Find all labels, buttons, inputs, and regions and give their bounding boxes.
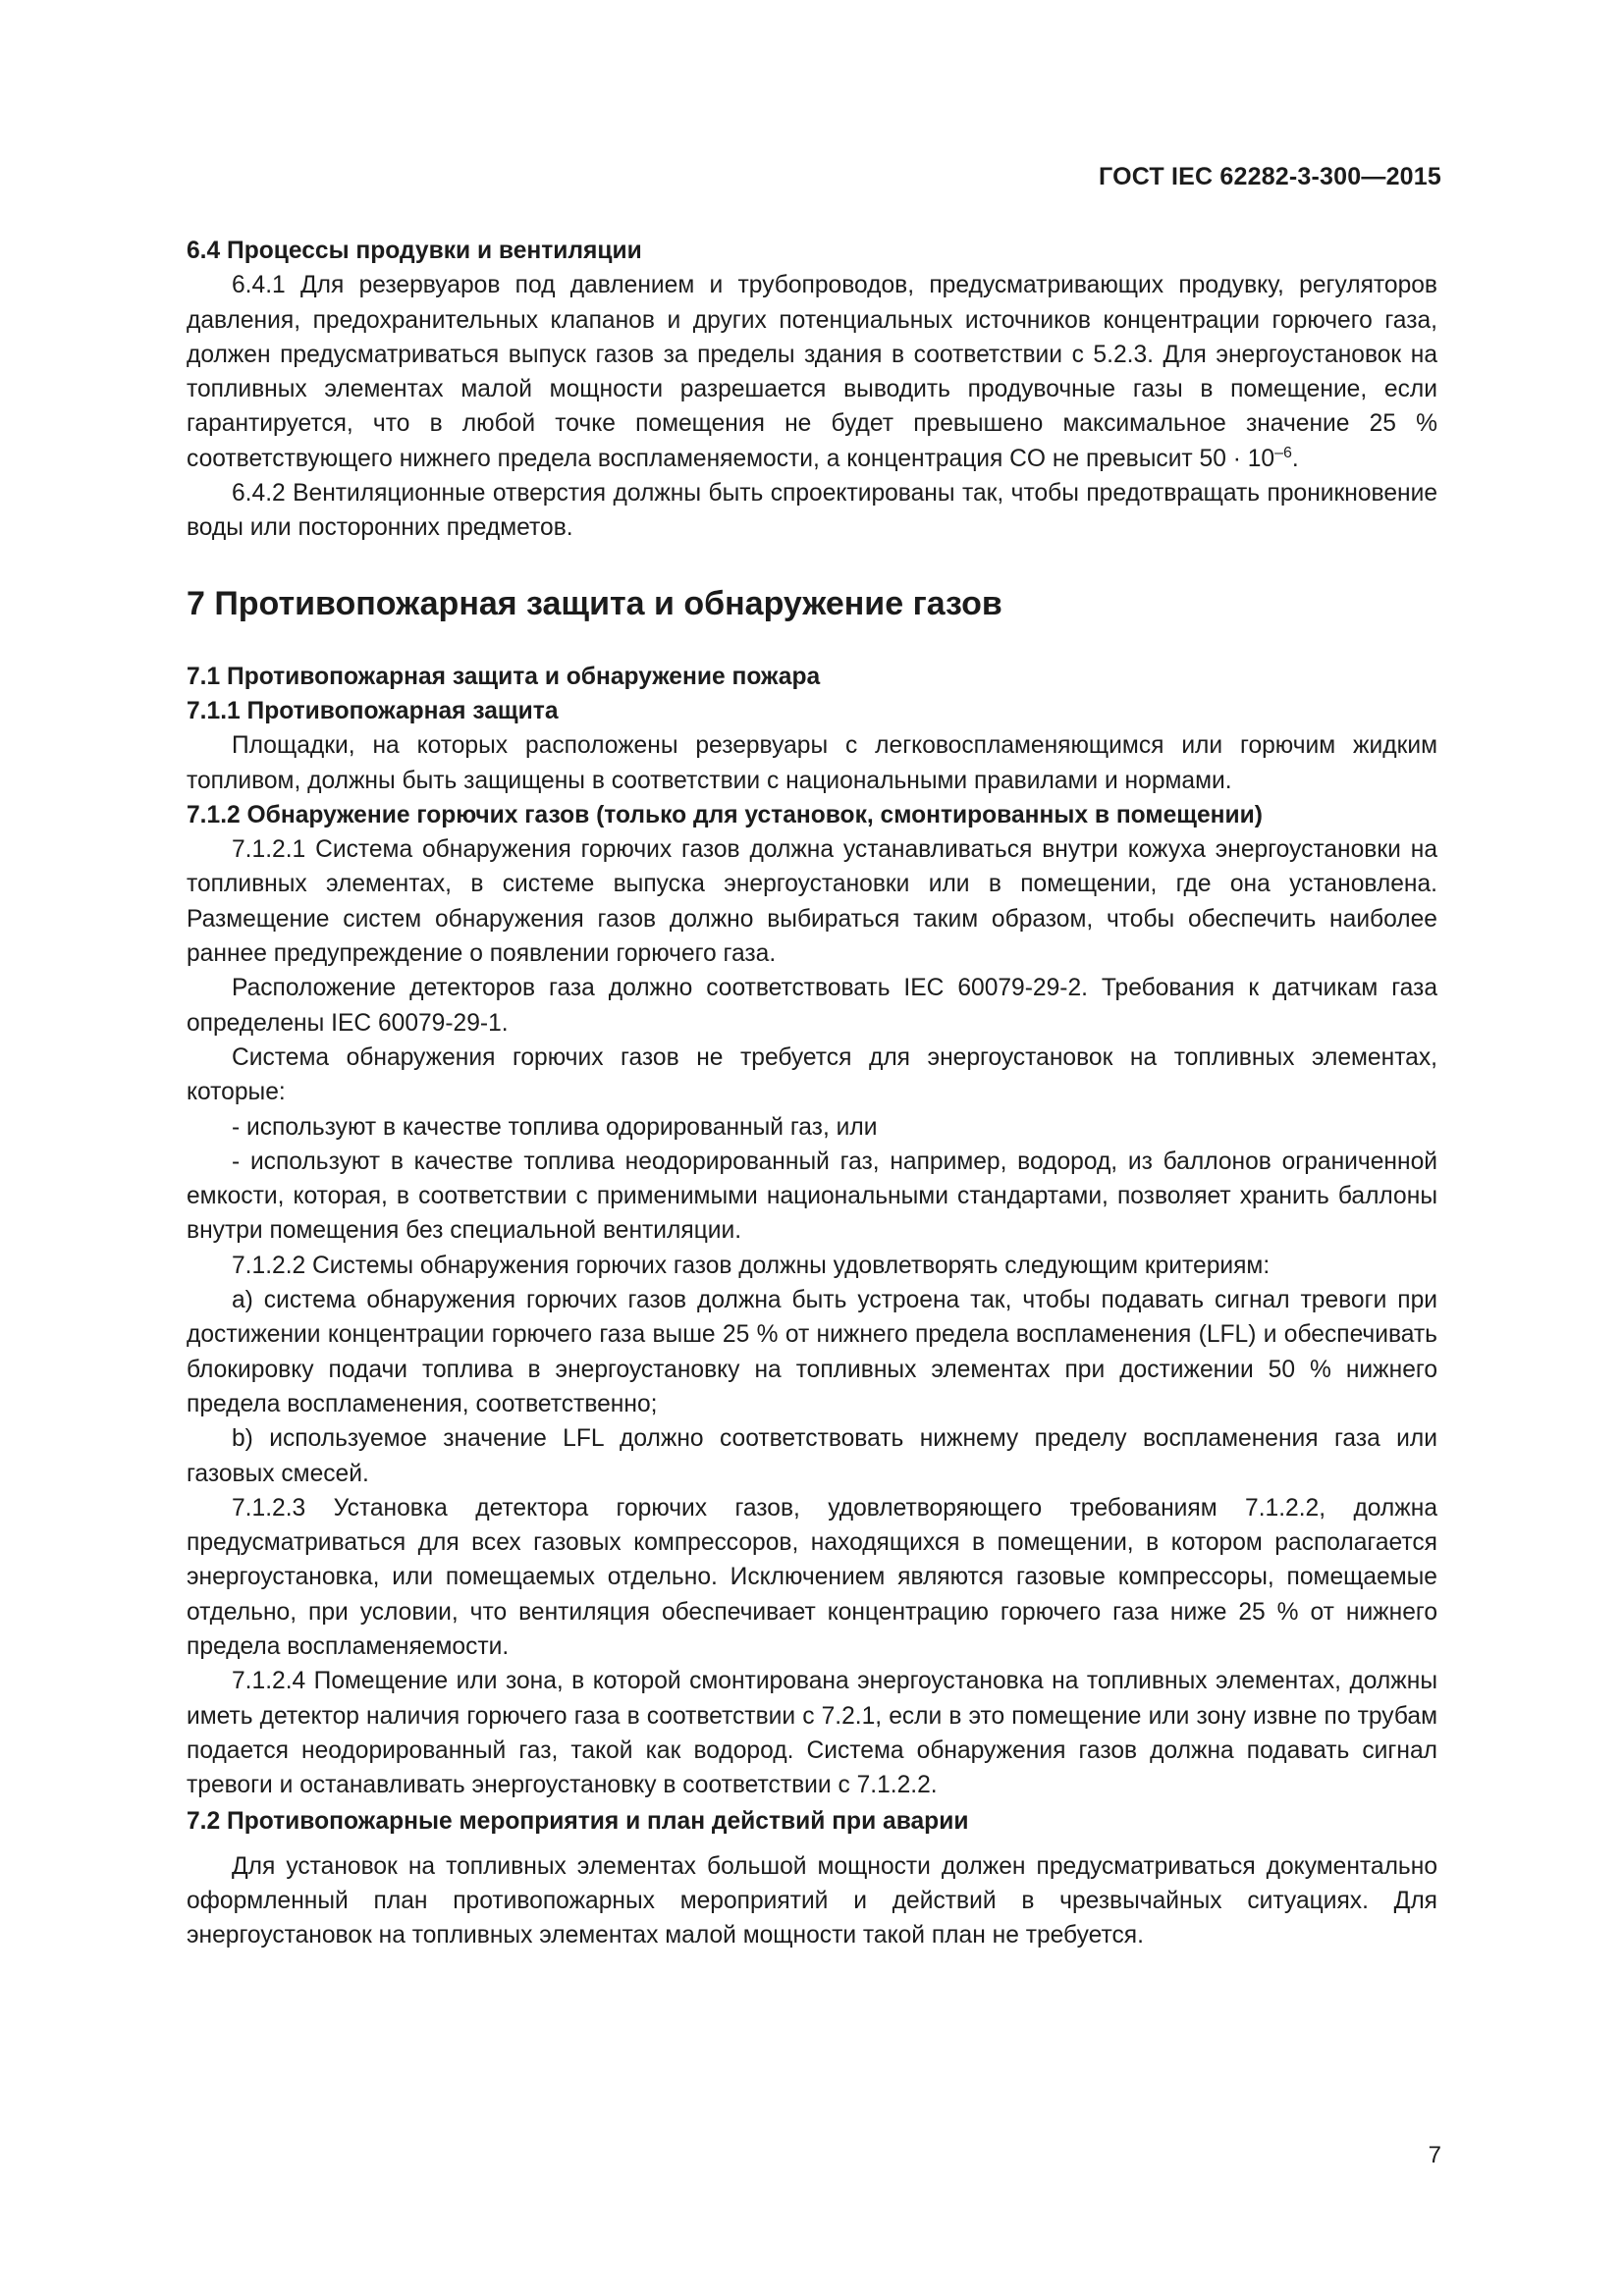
- paragraph-7-2: Для установок на топливных элементах большой мощности должен предусматриваться документально оформленный план противопожарных мероприятий и действий в чрезвычайных ситуациях. Для энергоустановок на топливных элементах малой мощности такой план не требуется.: [187, 1852, 1437, 1949]
- list-item: - используют в качестве топлива неодорированный газ, например, водород, из баллонов ограниченной емкости, которая, в соответствии с применимыми национальными стандартами, позволяет хранить баллоны внутри помещения без специальной вентиляции.: [187, 1148, 1437, 1245]
- paragraph-7-1-2-3: 7.1.2.3 Установка детектора горючих газов, удовлетворяющего требованиям 7.1.2.2, должна предусматриваться для всех газовых компрессоров, находящихся в помещении, в котором располагается энергоустановка, или помещаемых отдельно. Исключением являются газовые компрессоры, помещаемые отдельно, при условии, что вентиляция обеспечивает концентрацию горючего газа ниже 25 % от нижнего предела воспламеняемости.: [187, 1494, 1437, 1660]
- paragraph-7-1-2-4: 7.1.2.4 Помещение или зона, в которой смонтирована энергоустановка на топливных элементах, должны иметь детектор наличия горючего газа в соответствии с 7.2.1, если в это помещение или зону извне по трубам подается неодорированный газ, такой как водород. Система обнаружения газов должна подавать сигнал тревоги и останавливать энергоустановку в соответствии с 7.1.2.2.: [187, 1668, 1437, 1799]
- paragraph-6-4-1: [187, 268, 1437, 476]
- paragraph-6-4-1-end: .: [1291, 445, 1299, 472]
- list-item: - используют в качестве топлива одорированный газ, или: [232, 1113, 878, 1141]
- section-7-heading: 7 Противопожарная защита и обнаружение газов: [187, 584, 1002, 622]
- paragraph-not-required: Система обнаружения горючих газов не требуется для энергоустановок на топливных элементах, которые:: [187, 1043, 1437, 1106]
- paragraph-6-4-1-text: 6.4.1 Для резервуаров под давлением и трубопроводов, предусматривающих продувку, регуляторов давления, предохранительных клапанов и других потенциальных источников концентрации горючего газа, должен предусматриваться выпуск газов за пределы здания в соответствии с 5.2.3. Для энергоустановок на топливных элементах малой мощности разрешается выводить продувочные газы в помещение, если гарантируется, что в любой точке помещения не будет превышено максимальное значение 25 % соответствующего нижнего предела воспламеняемости, а концентрация CO не превысит 50 · 10: [187, 272, 1437, 472]
- paragraph-7-1-2-1: 7.1.2.1 Система обнаружения горючих газов должна устанавливаться внутри кожуха энергоустановки на топливных элементах, в системе выпуска энергоустановки или в помещении, где она установлена. Размещение систем обнаружения газов должно выбираться таким образом, чтобы обеспечить наиболее раннее предупреждение о появлении горючего газа.: [187, 836, 1437, 968]
- document-id-header: ГОСТ IEC 62282-3-300—2015: [1099, 163, 1441, 190]
- paragraph-7-1-2-2-b: b) используемое значение LFL должно соответствовать нижнему пределу воспламенения газа или газовых смесей.: [187, 1425, 1437, 1487]
- section-7-1-2-heading: 7.1.2 Обнаружение горючих газов (только для установок, смонтированных в помещении): [187, 801, 1263, 828]
- section-7-2-heading: 7.2 Противопожарные мероприятия и план действий при аварии: [187, 1808, 969, 1836]
- section-7-1-heading: 7.1 Противопожарная защита и обнаружение пожара: [187, 663, 821, 690]
- paragraph-7-1-2-2-a: a) система обнаружения горючих газов должна быть устроена так, чтобы подавать сигнал тревоги при достижении концентрации горючего газа выше 25 % от нижнего предела воспламенения (LFL) и обеспечивать блокировку подачи топлива в энергоустановку на топливных элементах при достижении 50 % нижнего предела воспламенения, соответственно;: [187, 1287, 1437, 1417]
- section-7-1-1-heading: 7.1.1 Противопожарная защита: [187, 697, 559, 724]
- paragraph-6-4-2: 6.4.2 Вентиляционные отверстия должны быть спроектированы так, чтобы предотвращать проникновение воды или посторонних предметов.: [187, 480, 1437, 542]
- paragraph-7-1-2-2: 7.1.2.2 Системы обнаружения горючих газов должны удовлетворять следующим критериям:: [232, 1252, 1271, 1279]
- section-6-4-heading: 6.4 Процессы продувки и вентиляции: [187, 238, 642, 264]
- paragraph-7-1-1: Площадки, на которых расположены резервуары с легковоспламеняющимся или горючим жидким топливом, должны быть защищены в соответствии с национальными правилами и нормами.: [187, 732, 1437, 794]
- document-body: [187, 234, 1437, 1953]
- paragraph-detectors: Расположение детекторов газа должно соответствовать IEC 60079-29-2. Требования к датчикам газа определены IEC 60079-29-1.: [187, 975, 1437, 1037]
- page-number: 7: [1428, 2142, 1441, 2168]
- exponent: –6: [1274, 444, 1292, 461]
